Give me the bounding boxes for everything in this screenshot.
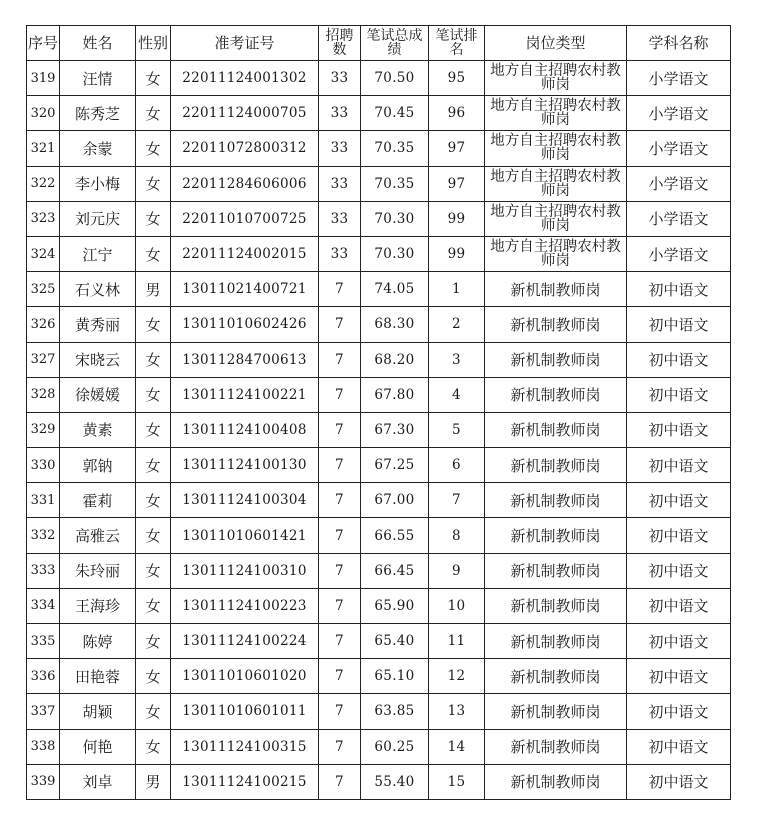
quota-cell: 7 xyxy=(319,553,361,588)
quota-cell: 7 xyxy=(319,518,361,553)
table-row xyxy=(27,729,731,764)
subject-cell: 小学语文 xyxy=(627,131,731,166)
table-row xyxy=(27,201,731,236)
candidate-name-cell: 石义林 xyxy=(60,272,136,307)
written-rank-cell: 12 xyxy=(429,659,485,694)
quota-cell: 33 xyxy=(319,166,361,201)
table-row xyxy=(27,377,731,412)
table-row xyxy=(27,518,731,553)
written-score-cell: 70.30 xyxy=(361,236,429,271)
row-index-cell: 334 xyxy=(27,588,60,623)
written-score-cell: 68.30 xyxy=(361,307,429,342)
written-rank-cell: 3 xyxy=(429,342,485,377)
gender-cell: 女 xyxy=(136,518,171,553)
written-rank-cell: 10 xyxy=(429,588,485,623)
row-index-cell: 339 xyxy=(27,764,60,799)
post-type-cell: 新机制教师岗 xyxy=(485,377,627,412)
candidate-name-cell: 田艳蓉 xyxy=(60,659,136,694)
gender-cell: 女 xyxy=(136,624,171,659)
written-rank-cell: 7 xyxy=(429,483,485,518)
quota-cell: 7 xyxy=(319,272,361,307)
candidate-name-cell: 何艳 xyxy=(60,729,136,764)
row-index-cell: 338 xyxy=(27,729,60,764)
table-row xyxy=(27,659,731,694)
gender-cell: 女 xyxy=(136,307,171,342)
table-row xyxy=(27,764,731,799)
written-score-cell: 66.55 xyxy=(361,518,429,553)
exam-id-cell: 13011124100224 xyxy=(171,624,319,659)
gender-cell: 女 xyxy=(136,448,171,483)
candidate-name-cell: 刘卓 xyxy=(60,764,136,799)
exam-id-cell: 13011124100130 xyxy=(171,448,319,483)
gender-cell: 女 xyxy=(136,96,171,131)
written-rank-cell: 97 xyxy=(429,131,485,166)
row-index-cell: 320 xyxy=(27,96,60,131)
subject-cell: 初中语文 xyxy=(627,307,731,342)
candidate-name-cell: 霍莉 xyxy=(60,483,136,518)
subject-cell: 初中语文 xyxy=(627,588,731,623)
written-rank-cell: 96 xyxy=(429,96,485,131)
candidate-name-cell: 江宁 xyxy=(60,236,136,271)
exam-id-cell: 13011010602426 xyxy=(171,307,319,342)
quota-cell: 33 xyxy=(319,131,361,166)
written-rank-cell: 4 xyxy=(429,377,485,412)
header-subject: 学科名称 xyxy=(627,26,731,61)
row-index-cell: 332 xyxy=(27,518,60,553)
table-row xyxy=(27,694,731,729)
exam-id-cell: 13011124100221 xyxy=(171,377,319,412)
exam-id-cell: 13011124100304 xyxy=(171,483,319,518)
quota-cell: 7 xyxy=(319,307,361,342)
gender-cell: 女 xyxy=(136,166,171,201)
quota-cell: 7 xyxy=(319,448,361,483)
header-row xyxy=(27,26,731,61)
table-row xyxy=(27,131,731,166)
exam-id-cell: 22011010700725 xyxy=(171,201,319,236)
row-index-cell: 319 xyxy=(27,61,60,96)
exam-id-cell: 22011124001302 xyxy=(171,61,319,96)
post-type-cell xyxy=(485,201,627,236)
candidate-name-cell: 宋晓云 xyxy=(60,342,136,377)
header-rank-text: 笔试排名 xyxy=(435,28,478,58)
written-rank-cell: 15 xyxy=(429,764,485,799)
written-score-cell: 63.85 xyxy=(361,694,429,729)
score-table xyxy=(26,25,731,800)
written-score-cell: 65.10 xyxy=(361,659,429,694)
row-index-cell: 335 xyxy=(27,624,60,659)
subject-cell: 初中语文 xyxy=(627,448,731,483)
gender-cell: 女 xyxy=(136,412,171,447)
written-score-cell: 70.45 xyxy=(361,96,429,131)
candidate-name-cell: 李小梅 xyxy=(60,166,136,201)
table-row xyxy=(27,61,731,96)
post-type-cell: 新机制教师岗 xyxy=(485,307,627,342)
candidate-name-cell: 徐媛媛 xyxy=(60,377,136,412)
gender-cell: 女 xyxy=(136,342,171,377)
written-score-cell: 68.20 xyxy=(361,342,429,377)
row-index-cell: 329 xyxy=(27,412,60,447)
header-score-text: 笔试总成绩 xyxy=(366,28,423,58)
gender-cell: 女 xyxy=(136,553,171,588)
written-rank-cell: 5 xyxy=(429,412,485,447)
candidate-name-cell: 高雅云 xyxy=(60,518,136,553)
exam-id-cell: 13011124100310 xyxy=(171,553,319,588)
subject-cell: 初中语文 xyxy=(627,518,731,553)
table-body xyxy=(27,61,731,800)
exam-id-cell: 22011284606006 xyxy=(171,166,319,201)
written-rank-cell: 8 xyxy=(429,518,485,553)
post-type-cell: 新机制教师岗 xyxy=(485,342,627,377)
written-score-cell: 70.30 xyxy=(361,201,429,236)
row-index-cell: 337 xyxy=(27,694,60,729)
quota-cell: 7 xyxy=(319,483,361,518)
post-type-cell: 新机制教师岗 xyxy=(485,272,627,307)
quota-cell: 7 xyxy=(319,412,361,447)
row-index-cell: 322 xyxy=(27,166,60,201)
table-row xyxy=(27,236,731,271)
subject-cell: 初中语文 xyxy=(627,624,731,659)
quota-cell: 7 xyxy=(319,764,361,799)
written-rank-cell: 95 xyxy=(429,61,485,96)
quota-cell: 33 xyxy=(319,236,361,271)
gender-cell: 女 xyxy=(136,483,171,518)
quota-cell: 7 xyxy=(319,659,361,694)
exam-id-cell: 13011010601421 xyxy=(171,518,319,553)
gender-cell: 女 xyxy=(136,61,171,96)
written-score-cell: 55.40 xyxy=(361,764,429,799)
table-row xyxy=(27,588,731,623)
written-score-cell: 67.00 xyxy=(361,483,429,518)
candidate-name-cell: 刘元庆 xyxy=(60,201,136,236)
row-index-cell: 330 xyxy=(27,448,60,483)
subject-cell: 小学语文 xyxy=(627,236,731,271)
post-type-cell xyxy=(485,61,627,96)
exam-id-cell: 13011124100223 xyxy=(171,588,319,623)
row-index-cell: 327 xyxy=(27,342,60,377)
written-rank-cell: 6 xyxy=(429,448,485,483)
subject-cell: 初中语文 xyxy=(627,694,731,729)
subject-cell: 初中语文 xyxy=(627,553,731,588)
candidate-name-cell: 黄秀丽 xyxy=(60,307,136,342)
gender-cell: 女 xyxy=(136,201,171,236)
gender-cell: 女 xyxy=(136,659,171,694)
candidate-name-cell: 郭钠 xyxy=(60,448,136,483)
row-index-cell: 328 xyxy=(27,377,60,412)
candidate-name-cell: 朱玲丽 xyxy=(60,553,136,588)
header-name: 姓名 xyxy=(60,26,136,61)
subject-cell: 初中语文 xyxy=(627,342,731,377)
row-index-cell: 333 xyxy=(27,553,60,588)
header-rank xyxy=(429,26,485,61)
written-score-cell: 67.30 xyxy=(361,412,429,447)
table-row xyxy=(27,553,731,588)
post-type-text: 地方自主招聘农村教师岗 xyxy=(490,63,621,94)
post-type-cell xyxy=(485,236,627,271)
written-rank-cell: 1 xyxy=(429,272,485,307)
header-index: 序号 xyxy=(27,26,60,61)
post-type-cell: 新机制教师岗 xyxy=(485,764,627,799)
row-index-cell: 331 xyxy=(27,483,60,518)
candidate-name-cell: 胡颖 xyxy=(60,694,136,729)
written-rank-cell: 14 xyxy=(429,729,485,764)
gender-cell: 女 xyxy=(136,236,171,271)
exam-id-cell: 13011010601011 xyxy=(171,694,319,729)
row-index-cell: 323 xyxy=(27,201,60,236)
written-rank-cell: 99 xyxy=(429,236,485,271)
quota-cell: 33 xyxy=(319,96,361,131)
written-score-cell: 65.40 xyxy=(361,624,429,659)
post-type-text: 地方自主招聘农村教师岗 xyxy=(490,239,621,270)
written-rank-cell: 2 xyxy=(429,307,485,342)
written-score-cell: 70.35 xyxy=(361,166,429,201)
written-rank-cell: 99 xyxy=(429,201,485,236)
subject-cell: 小学语文 xyxy=(627,96,731,131)
post-type-cell: 新机制教师岗 xyxy=(485,483,627,518)
written-rank-cell: 11 xyxy=(429,624,485,659)
exam-id-cell: 13011124100408 xyxy=(171,412,319,447)
row-index-cell: 324 xyxy=(27,236,60,271)
candidate-name-cell: 王海珍 xyxy=(60,588,136,623)
written-score-cell: 60.25 xyxy=(361,729,429,764)
quota-cell: 7 xyxy=(319,342,361,377)
subject-cell: 初中语文 xyxy=(627,412,731,447)
row-index-cell: 321 xyxy=(27,131,60,166)
quota-cell: 33 xyxy=(319,201,361,236)
written-score-cell: 70.35 xyxy=(361,131,429,166)
written-score-cell: 65.90 xyxy=(361,588,429,623)
exam-id-cell: 22011124000705 xyxy=(171,96,319,131)
written-rank-cell: 9 xyxy=(429,553,485,588)
table-row xyxy=(27,307,731,342)
header-post-type: 岗位类型 xyxy=(485,26,627,61)
post-type-cell: 新机制教师岗 xyxy=(485,588,627,623)
written-rank-cell: 13 xyxy=(429,694,485,729)
written-score-cell: 74.05 xyxy=(361,272,429,307)
gender-cell: 女 xyxy=(136,694,171,729)
candidate-name-cell: 陈婷 xyxy=(60,624,136,659)
table-row xyxy=(27,412,731,447)
subject-cell: 初中语文 xyxy=(627,377,731,412)
candidate-name-cell: 黄素 xyxy=(60,412,136,447)
quota-cell: 7 xyxy=(319,588,361,623)
table-row xyxy=(27,166,731,201)
candidate-name-cell: 余蒙 xyxy=(60,131,136,166)
gender-cell: 女 xyxy=(136,588,171,623)
written-score-cell: 70.50 xyxy=(361,61,429,96)
written-score-cell: 67.80 xyxy=(361,377,429,412)
quota-cell: 7 xyxy=(319,694,361,729)
quota-cell: 7 xyxy=(319,729,361,764)
subject-cell: 小学语文 xyxy=(627,201,731,236)
post-type-cell: 新机制教师岗 xyxy=(485,729,627,764)
post-type-cell: 新机制教师岗 xyxy=(485,659,627,694)
table-row xyxy=(27,448,731,483)
exam-id-cell: 13011010601020 xyxy=(171,659,319,694)
post-type-text: 地方自主招聘农村教师岗 xyxy=(490,168,621,199)
candidate-name-cell: 汪情 xyxy=(60,61,136,96)
exam-id-cell: 13011021400721 xyxy=(171,272,319,307)
table-row xyxy=(27,96,731,131)
gender-cell: 女 xyxy=(136,377,171,412)
written-score-cell: 67.25 xyxy=(361,448,429,483)
quota-cell: 7 xyxy=(319,624,361,659)
post-type-cell: 新机制教师岗 xyxy=(485,553,627,588)
post-type-cell: 新机制教师岗 xyxy=(485,518,627,553)
header-score xyxy=(361,26,429,61)
quota-cell: 33 xyxy=(319,61,361,96)
gender-cell: 男 xyxy=(136,764,171,799)
row-index-cell: 336 xyxy=(27,659,60,694)
table-row xyxy=(27,272,731,307)
gender-cell: 男 xyxy=(136,272,171,307)
exam-id-cell: 22011124002015 xyxy=(171,236,319,271)
post-type-text: 地方自主招聘农村教师岗 xyxy=(490,98,621,129)
row-index-cell: 325 xyxy=(27,272,60,307)
post-type-cell: 新机制教师岗 xyxy=(485,624,627,659)
header-quota xyxy=(319,26,361,61)
header-quota-text: 招聘数 xyxy=(325,28,354,58)
row-index-cell: 326 xyxy=(27,307,60,342)
header-exam-id: 准考证号 xyxy=(171,26,319,61)
subject-cell: 初中语文 xyxy=(627,483,731,518)
subject-cell: 初中语文 xyxy=(627,764,731,799)
subject-cell: 初中语文 xyxy=(627,659,731,694)
post-type-cell: 新机制教师岗 xyxy=(485,448,627,483)
subject-cell: 初中语文 xyxy=(627,272,731,307)
exam-id-cell: 13011124100315 xyxy=(171,729,319,764)
quota-cell: 7 xyxy=(319,377,361,412)
written-score-cell: 66.45 xyxy=(361,553,429,588)
post-type-cell: 新机制教师岗 xyxy=(485,412,627,447)
gender-cell: 女 xyxy=(136,131,171,166)
post-type-cell xyxy=(485,96,627,131)
gender-cell: 女 xyxy=(136,729,171,764)
exam-id-cell: 22011072800312 xyxy=(171,131,319,166)
header-gender: 性别 xyxy=(136,26,171,61)
table-row xyxy=(27,624,731,659)
post-type-cell xyxy=(485,166,627,201)
subject-cell: 小学语文 xyxy=(627,61,731,96)
post-type-text: 地方自主招聘农村教师岗 xyxy=(490,133,621,164)
table-row xyxy=(27,483,731,518)
written-rank-cell: 97 xyxy=(429,166,485,201)
subject-cell: 初中语文 xyxy=(627,729,731,764)
table-row xyxy=(27,342,731,377)
exam-id-cell: 13011124100215 xyxy=(171,764,319,799)
candidate-name-cell: 陈秀芝 xyxy=(60,96,136,131)
post-type-cell xyxy=(485,131,627,166)
exam-id-cell: 13011284700613 xyxy=(171,342,319,377)
post-type-text: 地方自主招聘农村教师岗 xyxy=(490,203,621,234)
subject-cell: 小学语文 xyxy=(627,166,731,201)
post-type-cell: 新机制教师岗 xyxy=(485,694,627,729)
